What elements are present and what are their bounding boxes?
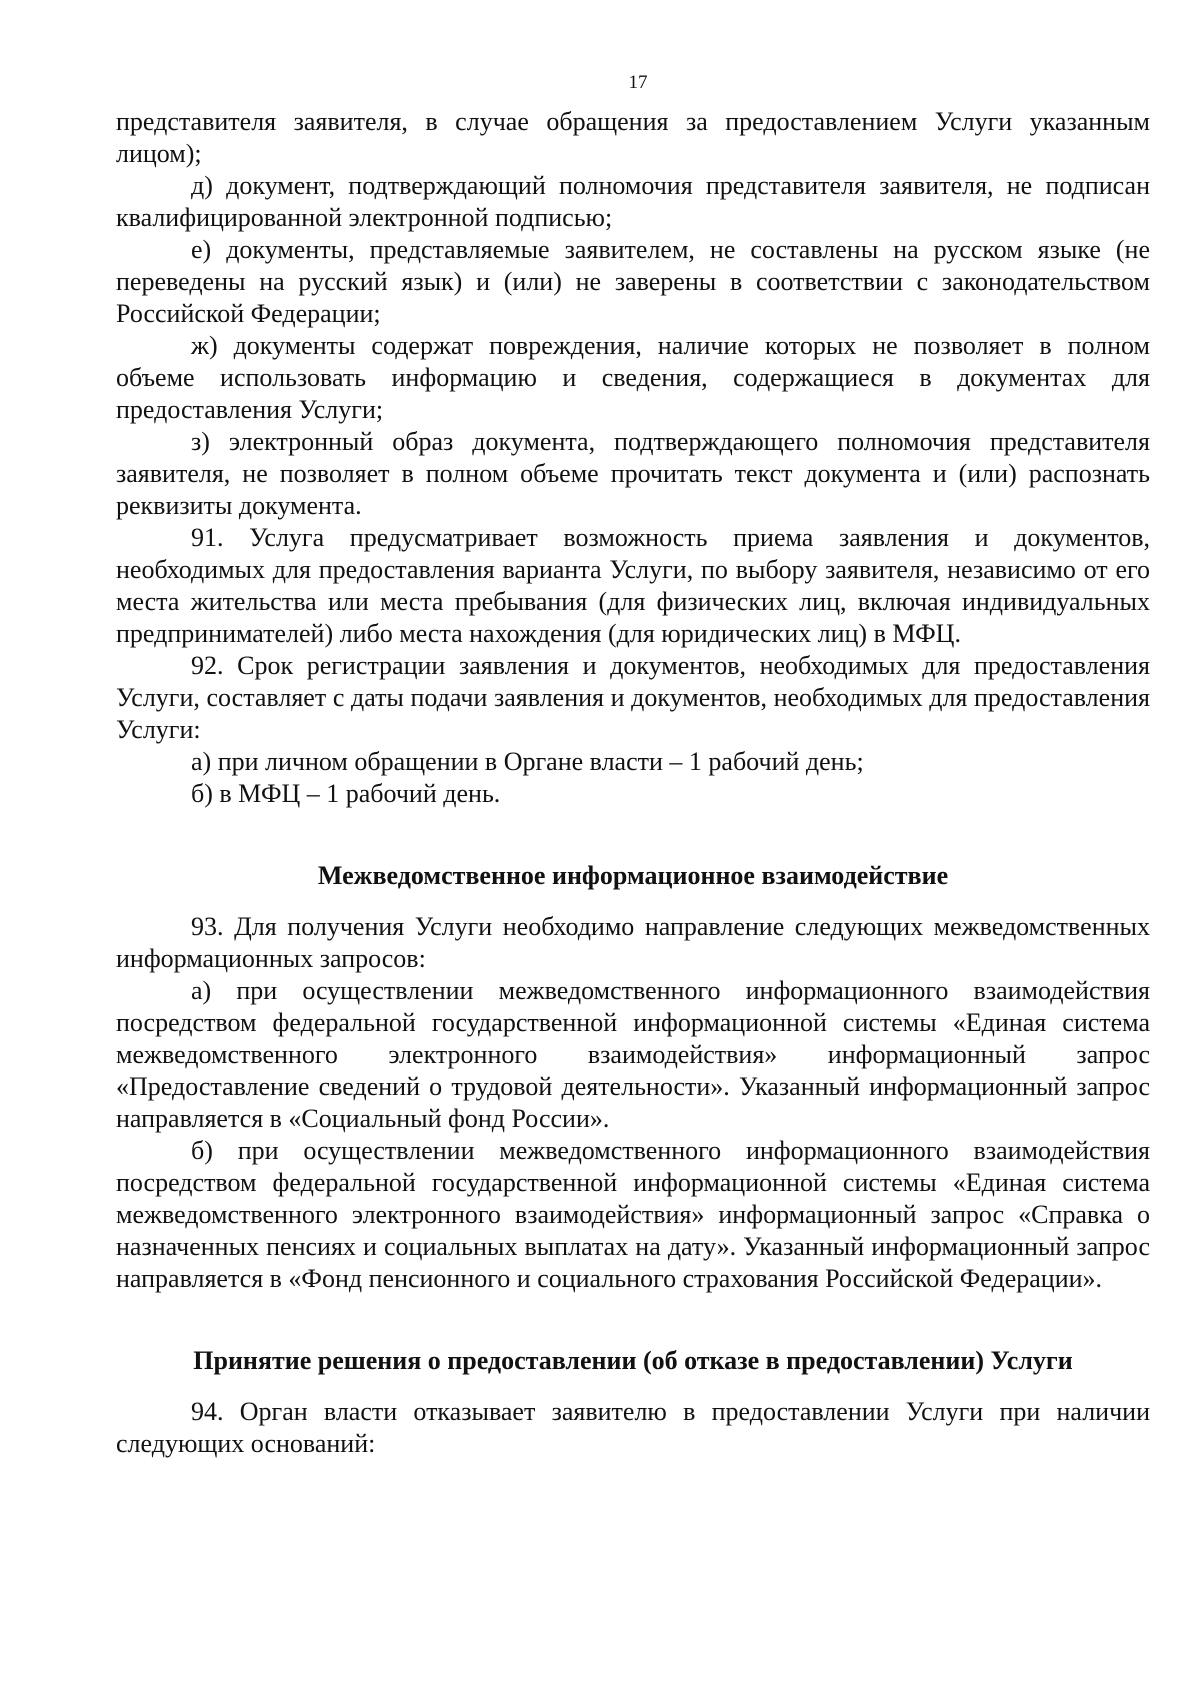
paragraph-93-b: б) при осуществлении межведомственного информационного взаимодействия посредством федеральной государственной информационной системы «Единая система межведомственного электронного взаимодействия» информационный запрос «Справка о назначенных пенсиях и социальных выплатах на дату». Указанный информационный запрос направляется в «Фонд пенсионного и социального страхования Российской Федерации». xyxy=(116,1136,1150,1293)
paragraph-91: 91. Услуга предусматривает возможность приема заявления и документов, необходимых для предоставления варианта Услуги, по выбору заявителя, независимо от его места жительства или места пребывания (для физических лиц, включая индивидуальных предпринимателей) либо места нахождения (для юридических лиц) в МФЦ. xyxy=(116,523,1150,648)
paragraph-92-a: а) при личном обращении в Органе власти – 1 рабочий день; xyxy=(191,747,864,776)
paragraph-93-a: а) при осуществлении межведомственного информационного взаимодействия посредством федеральной государственной информационной системы «Единая система межведомственного электронного взаимодействия» информационный запрос «Предоставление сведений о трудовой деятельности». Указанный информационный запрос направляется в «Социальный фонд России». xyxy=(116,976,1150,1133)
paragraph-92-b: б) в МФЦ – 1 рабочий день. xyxy=(191,779,501,808)
paragraph-continuation: представителя заявителя, в случае обращения за предоставлением Услуги указанным лицом); xyxy=(116,107,1150,168)
section-heading-interagency: Межведомственное информационное взаимодействие xyxy=(317,861,949,890)
paragraph-item-z: з) электронный образ документа, подтверждающего полномочия представителя заявителя, не позволяет в полном объеме прочитать текст документа и (или) распознать реквизиты документа. xyxy=(116,427,1150,520)
paragraph-93: 93. Для получения Услуги необходимо направление следующих межведомственных информационных запросов: xyxy=(116,912,1150,973)
paragraph-92: 92. Срок регистрации заявления и документов, необходимых для предоставления Услуги, составляет с даты подачи заявления и документов, необходимых для предоставления Услуги: xyxy=(116,651,1150,744)
section-heading-decision: Принятие решения о предоставлении (об отказе в предоставлении) Услуги xyxy=(193,1346,1073,1375)
paragraph-item-zh: ж) документы содержат повреждения, наличие которых не позволяет в полном объеме использовать информацию и сведения, содержащиеся в документах для предоставления Услуги; xyxy=(116,331,1150,424)
paragraph-item-e: е) документы, представляемые заявителем, не составлены на русском языке (не переведены на русский язык) и (или) не заверены в соответствии с законодательством Российской Федерации; xyxy=(116,235,1150,328)
paragraph-item-d: д) документ, подтверждающий полномочия представителя заявителя, не подписан квалифицированной электронной подписью; xyxy=(116,171,1150,232)
paragraph-94: 94. Орган власти отказывает заявителю в предоставлении Услуги при наличии следующих оснований: xyxy=(116,1397,1150,1458)
page-number: 17 xyxy=(628,72,648,93)
